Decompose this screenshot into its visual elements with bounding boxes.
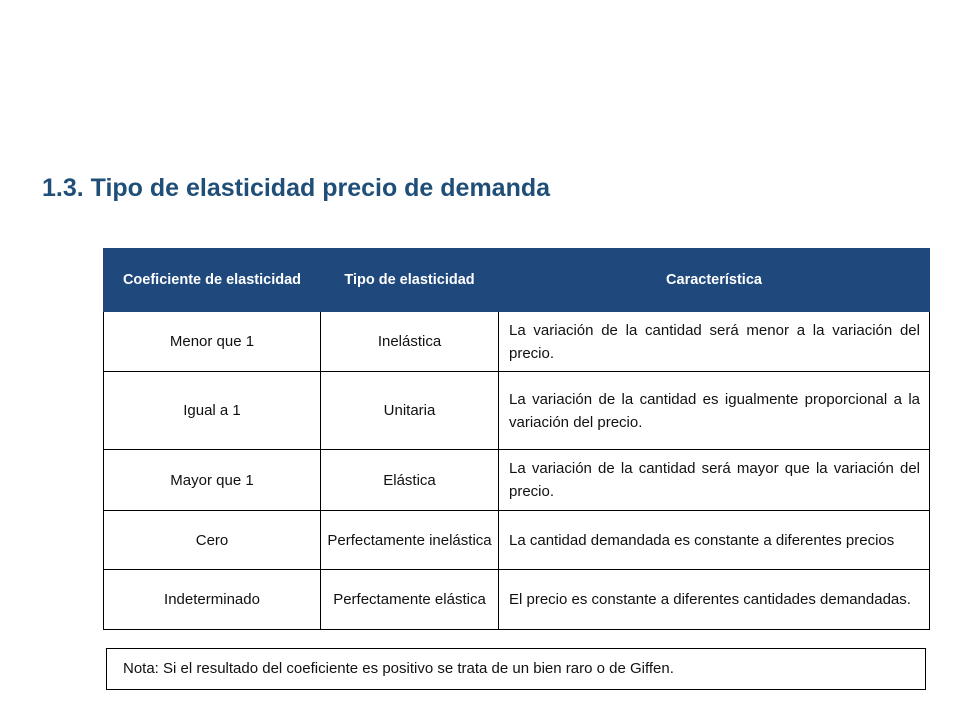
- cell-caracteristica: La cantidad demandada es constante a diferentes precios: [499, 511, 930, 570]
- header-caracteristica: Característica: [499, 249, 930, 312]
- table-row: [104, 372, 930, 450]
- note-box: [106, 648, 926, 690]
- cell-coeficiente: Menor que 1: [104, 312, 321, 372]
- cell-tipo: Inelástica: [321, 312, 499, 372]
- table-row: [104, 450, 930, 511]
- cell-caracteristica: La variación de la cantidad será mayor que la variación del precio.: [499, 450, 930, 511]
- cell-coeficiente: Indeterminado: [104, 570, 321, 630]
- cell-caracteristica: La variación de la cantidad es igualmente proporcional a la variación del precio.: [499, 372, 930, 450]
- cell-tipo: Unitaria: [321, 372, 499, 450]
- cell-tipo: Perfectamente inelástica: [321, 511, 499, 570]
- table-header-row: [104, 249, 930, 312]
- elasticity-table: [103, 248, 930, 630]
- cell-caracteristica: La variación de la cantidad será menor a la variación del precio.: [499, 312, 930, 372]
- cell-coeficiente: Cero: [104, 511, 321, 570]
- cell-coeficiente: Igual a 1: [104, 372, 321, 450]
- cell-tipo: Perfectamente elástica: [321, 570, 499, 630]
- cell-tipo: Elástica: [321, 450, 499, 511]
- cell-coeficiente: Mayor que 1: [104, 450, 321, 511]
- header-coeficiente: Coeficiente de elasticidad: [104, 249, 321, 312]
- table-row: [104, 570, 930, 630]
- cell-caracteristica: El precio es constante a diferentes cantidades demandadas.: [499, 570, 930, 630]
- note-text: Nota: Si el resultado del coeficiente es positivo se trata de un bien raro o de Giffen.: [123, 660, 674, 677]
- header-tipo: Tipo de elasticidad: [321, 249, 499, 312]
- table-row: [104, 312, 930, 372]
- table-row: [104, 511, 930, 570]
- slide-title: 1.3. Tipo de elasticidad precio de demanda: [42, 174, 551, 202]
